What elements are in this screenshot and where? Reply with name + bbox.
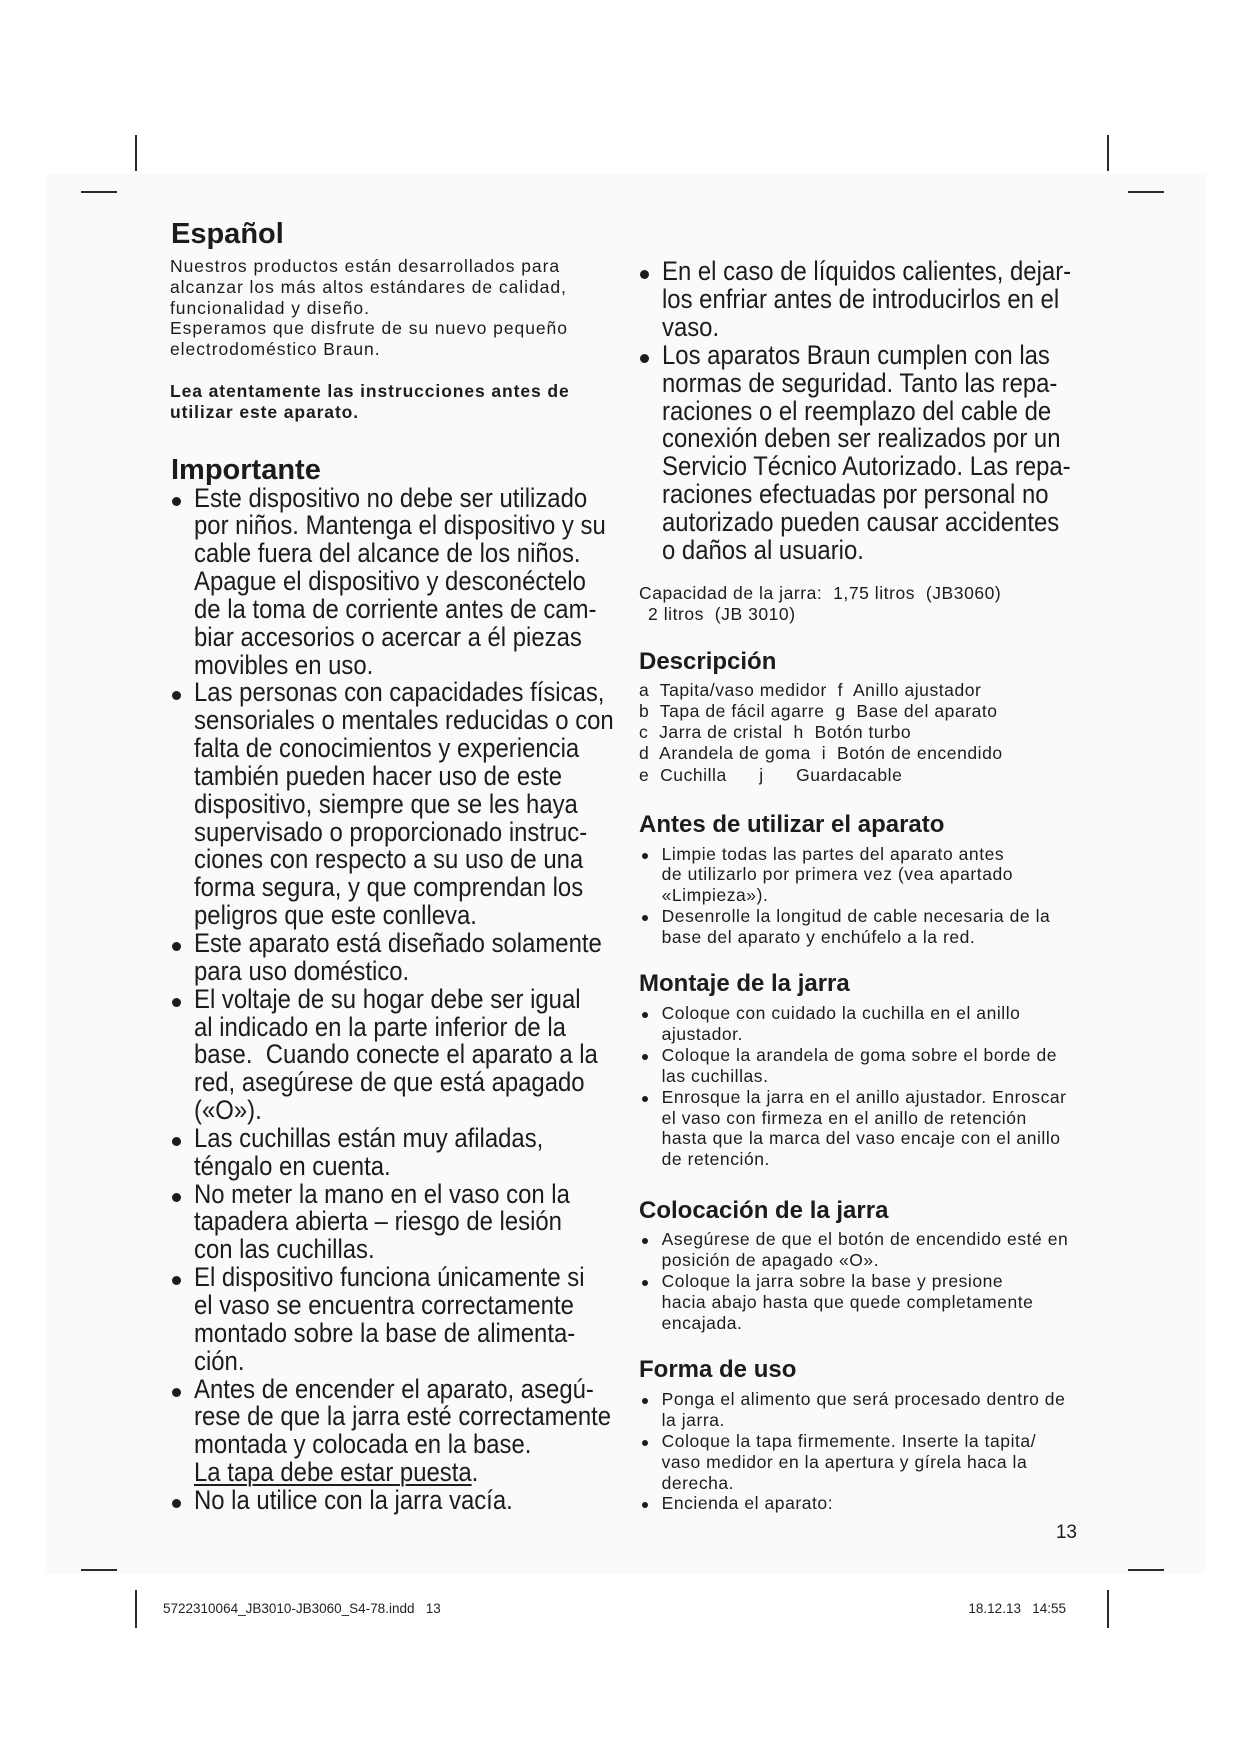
list-item xyxy=(172,1264,668,1375)
list-item xyxy=(642,1271,1069,1334)
colocacion-list xyxy=(642,1229,1069,1333)
list-item xyxy=(642,1431,1066,1494)
list-item-text: No la utilice con la jarra vacía. xyxy=(193,1484,513,1515)
capacity-line-2: 2 litros (JB 3010) xyxy=(648,603,796,624)
list-item-text: Asegúrese de que el botón de encendido esté en posición de apagado «O». xyxy=(661,1229,1069,1271)
list-item-text: Desenrolle la longitud de cable necesaria de la base del aparato y enchúfelo a la red. xyxy=(661,906,1051,947)
parts-row: c Jarra de cristal h Botón turbo xyxy=(639,722,912,743)
list-item xyxy=(642,1389,1066,1431)
list-item-text: Coloque la arandela de goma sobre el borde de las cuchillas. xyxy=(661,1044,1058,1086)
antes-list xyxy=(642,844,1051,948)
crop-mark-bottom-left-horizontal xyxy=(81,1569,117,1571)
list-item-text: Encienda el aparato: xyxy=(661,1493,834,1514)
safety-continued-list xyxy=(640,258,1124,564)
list-item xyxy=(640,258,1124,342)
list-item xyxy=(172,983,668,1126)
list-item-text: Las cuchillas están muy afiladas, téngalo en cuenta. xyxy=(193,1122,543,1181)
crop-mark-top-left-vertical xyxy=(135,135,137,171)
list-item-text-main: Antes de encender el aparato, asegú- rese de que la jarra esté correctamente montada y colocada en la base. xyxy=(193,1373,611,1460)
read-instructions-notice: Lea atentamente las instrucciones antes de utilizar este aparato. xyxy=(170,381,570,423)
list-item-text: El voltaje de su hogar debe ser igual al indicado en la parte inferior de la base. Cuando conecte el aparato a la red, asegúrese de que está apagado («O»). xyxy=(193,983,598,1126)
crop-mark-top-left-horizontal xyxy=(81,191,117,193)
crop-mark-bottom-left-vertical xyxy=(135,1590,137,1628)
parts-row: e Cuchilla j Guardacable xyxy=(639,764,903,785)
list-item-text: Coloque con cuidado la cuchilla en el anillo ajustador. xyxy=(661,1003,1021,1045)
footer-file-name: 5722310064_JB3010-JB3060_S4-78.indd 13 xyxy=(163,1601,441,1616)
antes-heading: Antes de utilizar el aparato xyxy=(639,810,945,838)
list-item-text: Los aparatos Braun cumplen con las normas de seguridad. Tanto las repa- raciones o el reemplazo del cable de conexión deben ser realizados por un Servicio Técnico Autorizado. Las repa- raciones efectuadas por personal no autorizado pueden causar accidentes o daños al usuario. xyxy=(661,339,1071,565)
capacity-line-1: Capacidad de la jarra: 1,75 litros (JB3060) xyxy=(639,582,1002,603)
forma-de-uso-heading: Forma de uso xyxy=(639,1356,797,1384)
list-item-text: Este aparato está diseñado solamente para uso doméstico. xyxy=(193,928,602,986)
montaje-heading: Montaje de la jarra xyxy=(639,970,850,998)
list-item-text: Ponga el alimento que será procesado dentro de la jarra. xyxy=(661,1389,1066,1430)
list-item-text: Este dispositivo no debe ser utilizado por niños. Mantenga el dispositivo y su cable fuera del alcance de los niños. Apague el dispositivo y desconéctelo de la toma de corriente antes de cam- biar accesorios o acercar a él piezas movibles en uso. xyxy=(193,482,606,680)
list-item-text: El dispositivo funciona únicamente si el vaso se encuentra correctamente montado sobre la base de alimenta- ción. xyxy=(193,1262,585,1376)
list-item xyxy=(172,1122,668,1181)
parts-row: a Tapita/vaso medidor f Anillo ajustador xyxy=(639,680,982,701)
list-item xyxy=(640,339,1124,565)
list-item-text: Coloque la tapa firmemente. Inserte la tapita/ vaso medidor en la apertura y gírela haca la derecha. xyxy=(661,1430,1037,1493)
parts-list xyxy=(639,680,1003,785)
list-item-text: Coloque la jarra sobre la base y presione hacia abajo hasta que quede completamente encajada. xyxy=(661,1271,1034,1333)
list-item xyxy=(642,1493,1066,1514)
descripcion-heading: Descripción xyxy=(639,647,777,675)
crop-mark-top-right-horizontal xyxy=(1128,191,1164,193)
list-item xyxy=(642,1229,1069,1271)
footer-timestamp: 18.12.13 14:55 xyxy=(968,1601,1066,1616)
crop-mark-top-right-vertical xyxy=(1107,135,1109,171)
crop-mark-bottom-right-vertical xyxy=(1107,1590,1109,1628)
parts-row: d Arandela de goma i Botón de encendido xyxy=(639,743,1003,764)
crop-mark-bottom-right-horizontal xyxy=(1128,1569,1164,1571)
montaje-list xyxy=(642,1003,1067,1170)
list-item-text: Las personas con capacidades físicas, sensoriales o mentales reducidas o con falta de conocimientos y experiencia también pueden hacer uso de este dispositivo, siempre que se les haya supervisado o proporcionado instruc- ciones con respecto a su uso de una forma segura, y que comprendan los peligros que este conlleva. xyxy=(193,677,614,931)
list-item xyxy=(172,1178,668,1265)
list-item xyxy=(172,1373,668,1488)
list-item xyxy=(642,844,1051,907)
page-number: 13 xyxy=(1055,1522,1077,1543)
list-item xyxy=(172,930,668,986)
list-item xyxy=(642,1003,1067,1045)
list-item-text-suffix: . xyxy=(471,1457,478,1488)
forma-de-uso-list xyxy=(642,1389,1066,1514)
importante-list xyxy=(172,482,668,1515)
intro-paragraph: Nuestros productos están desarrollados para alcanzar los más altos estándares de calidad, funcionalidad y diseño. Esperamos que disfrute de su nuevo pequeño electrodoméstico Braun. xyxy=(170,256,568,360)
list-item xyxy=(642,1045,1067,1087)
underlined-warning: La tapa debe estar puesta xyxy=(193,1457,472,1488)
list-item-text: Limpie todas las partes del aparato antes de utilizarlo por primera vez (vea apartado «Limpieza»). xyxy=(661,843,1014,906)
parts-row: b Tapa de fácil agarre g Base del aparato xyxy=(639,701,998,722)
language-heading: Español xyxy=(171,218,284,250)
list-item-text: En el caso de líquidos calientes, dejar- los enfriar antes de introducirlos en el vaso. xyxy=(661,256,1071,343)
list-item-text: No meter la mano en el vaso con la tapadera abierta – riesgo de lesión con las cuchillas. xyxy=(193,1178,570,1265)
list-item xyxy=(172,482,668,680)
list-item xyxy=(172,679,668,930)
list-item xyxy=(642,906,1051,948)
list-item xyxy=(172,1484,668,1515)
list-item xyxy=(642,1087,1067,1171)
list-item-text xyxy=(193,1373,614,1488)
importante-heading: Importante xyxy=(171,454,321,486)
list-item-text: Enrosque la jarra en el anillo ajustador. Enroscar el vaso con firmeza en el anillo de retención hasta que la marca del vaso encaje con el anillo de retención. xyxy=(661,1086,1067,1170)
colocacion-heading: Colocación de la jarra xyxy=(639,1196,889,1224)
